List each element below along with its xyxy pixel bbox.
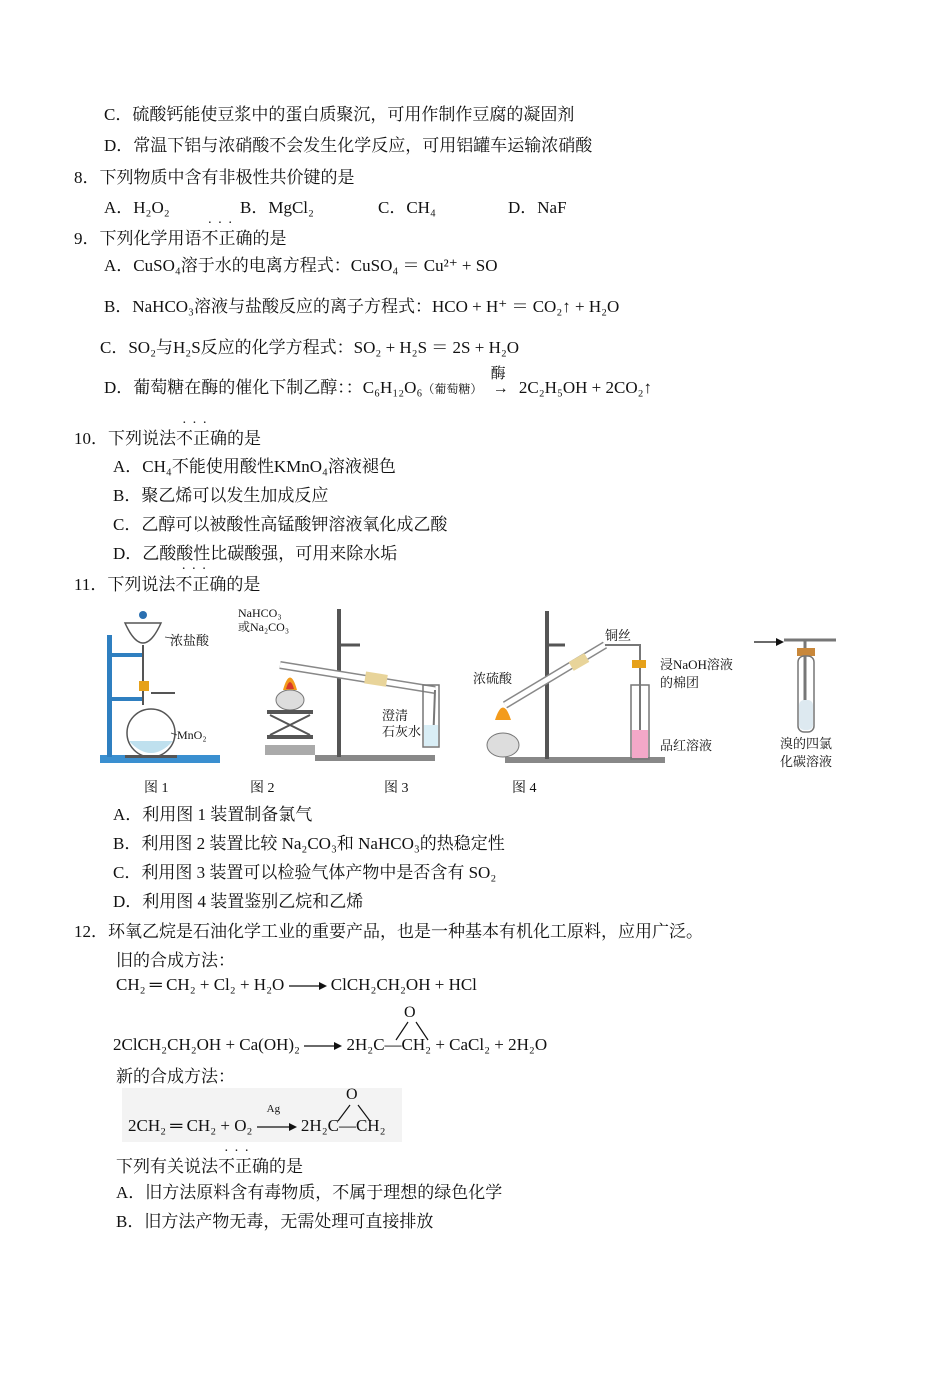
- q11-stem: 11．下列说法· · · 不正确的是: [74, 574, 260, 596]
- q10-option-a: A．CH₄不能使用酸性KMnO₄溶液褪色: [113, 457, 396, 476]
- q8-option-c: C．CH₄: [378, 198, 436, 217]
- q10-option-c: C．乙醇可以被酸性高锰酸钾溶液氧化成乙酸: [113, 515, 448, 534]
- q8-option-b: B．MgCl₂: [240, 198, 314, 217]
- q9-option-b: B．NaHCO₃溶液与盐酸反应的离子方程式：HCO + H⁺ ＝ CO₂↑ + H₂O: [104, 297, 620, 316]
- q9-option-d: D．葡萄糖在酶的催化下制乙醇：：C₆H₁₂O₆（葡萄糖） 酶 → 2C₂H₅OH + 2CO₂↑: [104, 377, 652, 400]
- label-limewater: 澄清 石灰水: [382, 708, 422, 739]
- figure-4-copper-sulfuric-acid-apparatus: [475, 605, 690, 770]
- q8-option-d: D．NaF: [508, 198, 567, 217]
- caption-figure-4: 图 4: [512, 781, 537, 796]
- reaction-arrow-icon: →: [492, 380, 509, 397]
- q10-option-b: B．聚乙烯可以发生加成反应: [113, 486, 329, 505]
- q12-option-b: B．旧方法产物无毒，无需处理可直接排放: [116, 1212, 434, 1231]
- label-naoh-cotton: 浸NaOH溶液 的棉团: [660, 657, 733, 690]
- label-copper-wire: 铜丝: [605, 628, 632, 643]
- q7-option-c: C．硫酸钙能使豆浆中的蛋白质聚沉，可用作制作豆腐的凝固剂: [104, 105, 575, 124]
- emphasis-mark: · · · 不正确: [176, 428, 227, 450]
- q11-option-d: D．利用图 4 装置鉴别乙烷和乙烯: [113, 892, 364, 911]
- catalyst-ag: Ag: [266, 1103, 281, 1116]
- q11-option-a: A．利用图 1 装置制备氯气: [113, 805, 313, 824]
- caption-figure-3: 图 3: [384, 781, 409, 796]
- label-conc-hcl: 浓盐酸: [170, 633, 210, 648]
- q8-option-a: A．H₂O₂: [104, 198, 170, 217]
- epoxide-oxygen-2: O: [346, 1086, 358, 1103]
- q10-option-d: D．乙酸酸性比碳酸强，可用来除水垢: [113, 544, 398, 563]
- q8-stem: 8．下列物质中含有非极性共价键的是: [74, 168, 355, 187]
- reaction-arrow-icon: [289, 976, 327, 996]
- q9-option-c: C．SO₂与H₂S反应的化学方程式：SO₂ + H₂S ＝ 2S + H₂O: [100, 338, 520, 357]
- q9-stem: 9．下列化学用语· · · 不正确的是: [74, 228, 287, 250]
- emphasis-mark: · · · 不正确: [202, 228, 253, 250]
- label-pinhong: 品红溶液: [660, 738, 713, 753]
- q12-stem: 12．环氧乙烷是石油化学工业的重要产品，也是一种基本有机化工原料，应用广泛。: [74, 922, 703, 941]
- reaction-arrow-icon: [257, 1103, 297, 1137]
- q7-option-d: D．常温下铝与浓硝酸不会发生化学反应，可用铝罐车运输浓硝酸: [104, 136, 593, 155]
- q12-old-method-label: 旧的合成方法：: [116, 951, 235, 970]
- q11-option-b: B．利用图 2 装置比较 Na₂CO₃和 NaHCO₃的热稳定性: [113, 834, 505, 853]
- caption-figure-2: 图 2: [250, 781, 275, 796]
- q10-stem: 10．下列说法· · · 不正确的是: [74, 428, 261, 450]
- catalyst-label: 酶: [490, 366, 506, 382]
- label-mno2: MnO₂: [177, 728, 207, 742]
- label-nahco3: NaHCO₃ 或Na₂CO₃: [238, 606, 290, 634]
- emphasis-mark: · · · 不正确: [218, 1156, 269, 1178]
- emphasis-mark: · · · 不正确: [175, 574, 226, 596]
- q11-option-c: C．利用图 3 装置可以检验气体产物中是否含有 SO₂: [113, 863, 497, 882]
- equation-2: 2ClCH₂CH₂OH + Ca(OH)₂ 2H₂C—CH₂ + CaCl₂ + 2H₂O: [113, 1035, 547, 1056]
- caption-figure-1: 图 1: [144, 781, 169, 796]
- q12-question: 下列有关说法· · · 不正确的是: [116, 1156, 303, 1178]
- figure-bromine-tube: [750, 630, 845, 738]
- q12-new-method-label: 新的合成方法：: [116, 1067, 235, 1086]
- epoxide-oxygen-1: O: [404, 1004, 416, 1021]
- q9-option-a: A．CuSO₄溶于水的电离方程式：CuSO₄ ＝ Cu²⁺ + SO: [104, 256, 498, 275]
- q12-option-a: A．旧方法原料含有毒物质，不属于理想的绿色化学: [116, 1183, 503, 1202]
- equation-1: CH₂ ═ CH₂ + Cl₂ + H₂O ClCH₂CH₂OH + HCl: [116, 975, 477, 996]
- reaction-arrow-icon: [304, 1036, 342, 1056]
- label-conc-h2so4: 浓硫酸: [473, 671, 513, 686]
- equation-3: 2CH₂ ═ CH₂ + O₂ Ag 2H₂C—CH₂: [128, 1116, 386, 1137]
- label-bromine-solution: 溴的四氯 化碳溶液: [780, 736, 833, 769]
